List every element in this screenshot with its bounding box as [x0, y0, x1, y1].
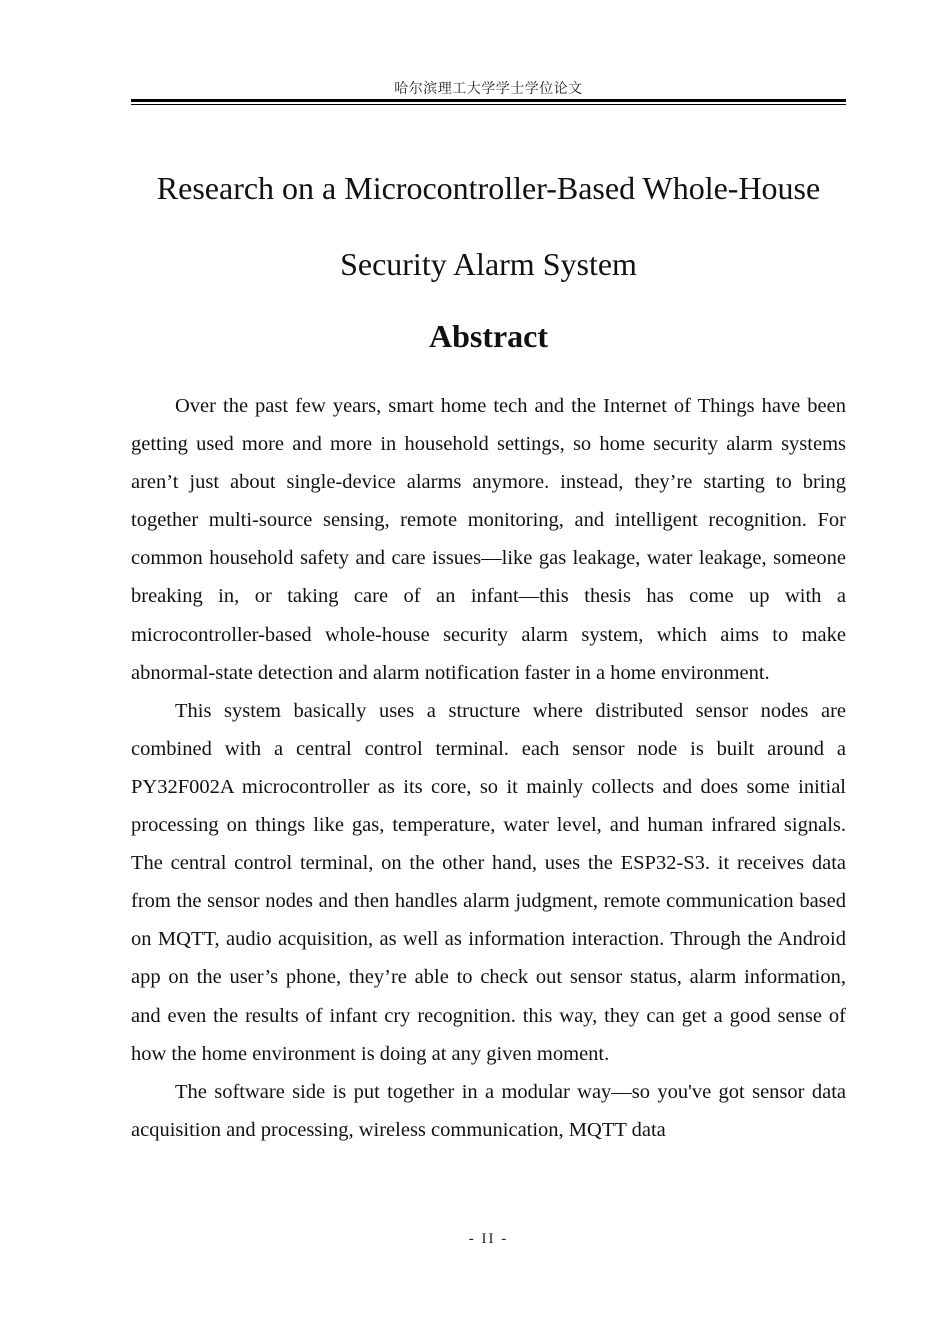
abstract-paragraph-3: The software side is put together in a modular way—so you've got sensor data acquisition and processing, wireless communication, MQTT data — [131, 1080, 846, 1141]
running-header: 哈尔滨理工大学学士学位论文 — [394, 81, 583, 97]
thesis-title — [131, 150, 846, 302]
thesis-title-line-2: Security Alarm System — [340, 246, 637, 282]
page-number: - II - — [468, 1231, 509, 1247]
abstract-heading: Abstract — [428, 318, 549, 354]
abstract-body — [131, 387, 846, 1227]
thesis-title-line-1: Research on a Microcontroller-Based Whole-House — [156, 170, 821, 206]
header-rule-thick — [131, 99, 846, 102]
abstract-paragraph-2: This system basically uses a structure where distributed sensor nodes are combined with a central control terminal. each sensor node is built around a PY32F002A microcontroller as its core, so it mainly collects and does some initial processing on things like gas, temperature, water level, and human infrared signals. The central control terminal, on the other hand, uses the ESP32-S3. it receives data from the sensor nodes and then handles alarm judgment, remote communication based on MQTT, audio acquisition, as well as information interaction. Through the Android app on the user’s phone, they’re able to check out sensor status, alarm information, and even the results of infant cry recognition. this way, they can get a good sense of how the home environment is doing at any given moment. — [131, 699, 846, 1065]
header-rule-thin — [131, 104, 846, 105]
abstract-paragraph-1: Over the past few years, smart home tech and the Internet of Things have been getting used more and more in household settings, so home security alarm systems aren’t just about single-device alarms anymore. instead, they’re starting to bring together multi-source sensing, remote monitoring, and intelligent recognition. For common household safety and care issues—like gas leakage, water leakage, someone breaking in, or taking care of an infant—this thesis has come up with a microcontroller-based whole-house security alarm system, which aims to make abnormal-state detection and alarm notification faster in a home environment. — [131, 395, 846, 684]
